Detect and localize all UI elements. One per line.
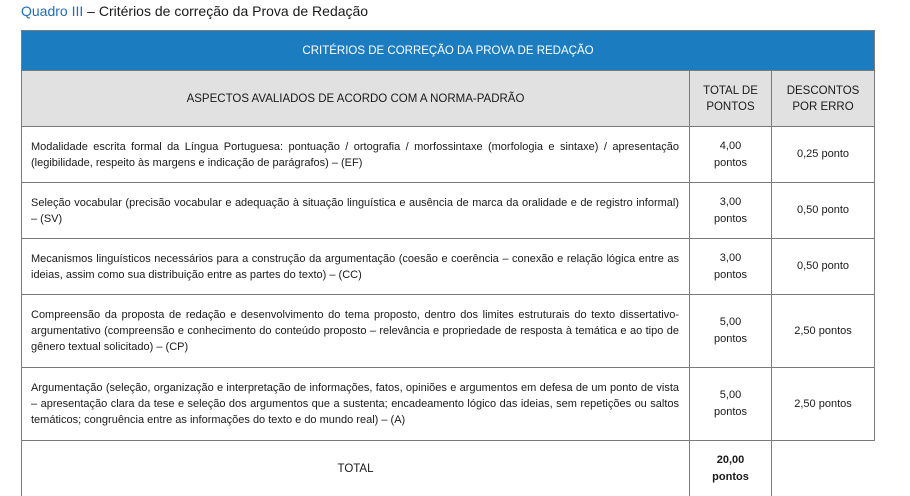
- total-empty-cell: [772, 441, 875, 496]
- row-description: Argumentação (seleção, organização e interpretação de informações, fatos, opiniões e argumentos em defesa de um ponto de vista – apresentação clara da tese e seleção dos argumentos que a sustenta; encadeamento lógico das ideias, sem repetições ou saltos temáticos; congruência entre as informações do texto e do mundo real) – (A): [22, 368, 690, 441]
- caption-title: Critérios de correção da Prova de Redação: [98, 3, 369, 19]
- total-row: [22, 441, 875, 496]
- criteria-table: [21, 30, 875, 496]
- table-banner: CRITÉRIOS DE CORREÇÃO DA PROVA DE REDAÇÃO: [22, 31, 875, 71]
- total-points: 20,00 pontos: [690, 441, 772, 496]
- row-points: 5,00 pontos: [690, 368, 772, 441]
- row-points: 5,00 pontos: [690, 295, 772, 368]
- table-row: [22, 239, 875, 295]
- header-aspects: ASPECTOS AVALIADOS DE ACORDO COM A NORMA-PADRÃO: [22, 71, 690, 127]
- caption-separator: –: [83, 3, 99, 19]
- row-description: Modalidade escrita formal da Língua Portuguesa: pontuação / ortografia / morfossintaxe (morfologia e sintaxe) / apresentação (legibilidade, respeito às margens e indicação de parágrafos) – (EF): [22, 127, 690, 183]
- row-description: Seleção vocabular (precisão vocabular e adequação à situação linguística e ausência de marca da oralidade e de registro informal) – (SV): [22, 183, 690, 239]
- table-row: [22, 368, 875, 441]
- header-total-points: TOTAL DE PONTOS: [690, 71, 772, 127]
- row-discount: 2,50 pontos: [772, 295, 875, 368]
- table-row: [22, 127, 875, 183]
- row-discount: 0,50 ponto: [772, 183, 875, 239]
- row-discount: 2,50 pontos: [772, 368, 875, 441]
- total-label: TOTAL: [22, 441, 690, 496]
- row-points: 3,00 pontos: [690, 183, 772, 239]
- table-caption: [21, 2, 368, 20]
- row-description: Mecanismos linguísticos necessários para a construção da argumentação (coesão e coerência – conexão e relação lógica entre as ideias, assim como sua distribuição entre as partes do texto) – (CC): [22, 239, 690, 295]
- row-discount: 0,50 ponto: [772, 239, 875, 295]
- table-row: [22, 295, 875, 368]
- header-discounts: DESCONTOS POR ERRO: [772, 71, 875, 127]
- row-points: 4,00 pontos: [690, 127, 772, 183]
- table-row: [22, 183, 875, 239]
- table-header-row: [22, 71, 875, 127]
- row-discount: 0,25 ponto: [772, 127, 875, 183]
- caption-label: Quadro III: [21, 3, 84, 19]
- row-description: Compreensão da proposta de redação e desenvolvimento do tema proposto, dentro dos limites estruturais do texto dissertativo-argumentativo (compreensão e conhecimento do conteúdo proposto – relevância e propriedade de resposta à temática e ao tipo de gênero textual solicitado) – (CP): [22, 295, 690, 368]
- table-banner-row: [22, 31, 875, 71]
- row-points: 3,00 pontos: [690, 239, 772, 295]
